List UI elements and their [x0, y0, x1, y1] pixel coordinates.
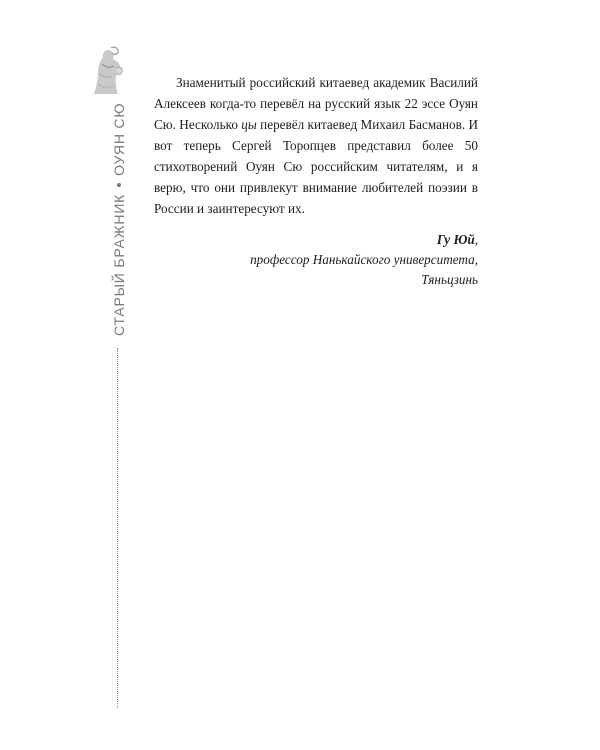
spine-separator-dot	[117, 183, 121, 187]
signature-position: профессор Нанькайского университета,	[250, 252, 478, 267]
paragraph-italic-term: цы	[241, 117, 257, 132]
spine-text	[109, 102, 129, 336]
sage-figure-icon	[88, 44, 130, 96]
preface-paragraph	[154, 72, 478, 219]
signature-name: Гу Юй	[436, 232, 475, 247]
paragraph-text-1: Знаменитый российский китаевед академик Василий Алексеев когда-то перевёл на русский язык 22 эссе Оуян Сю. Несколько	[154, 75, 478, 132]
signature-name-comma: ,	[474, 232, 478, 247]
signature-name-line	[154, 230, 478, 250]
paragraph-text-2: перевёл китаевед Михаил Басманов. И вот теперь Сергей Торопцев представил более 50 стихотворений Оуян Сю российским читателям, и я верю, что они привлекут внимание любителей поэзии в России и заинтересуют их.	[154, 117, 479, 216]
spine-book-title: СТАРЫЙ БРАЖНИК	[111, 193, 127, 336]
preface-text-block	[154, 72, 478, 290]
signature-block	[154, 230, 478, 290]
spine-author-name: ОУЯН СЮ	[111, 102, 127, 176]
vertical-dotted-rule	[117, 348, 118, 708]
spine-label	[109, 102, 129, 336]
signature-city: Тяньцзинь	[421, 272, 478, 287]
